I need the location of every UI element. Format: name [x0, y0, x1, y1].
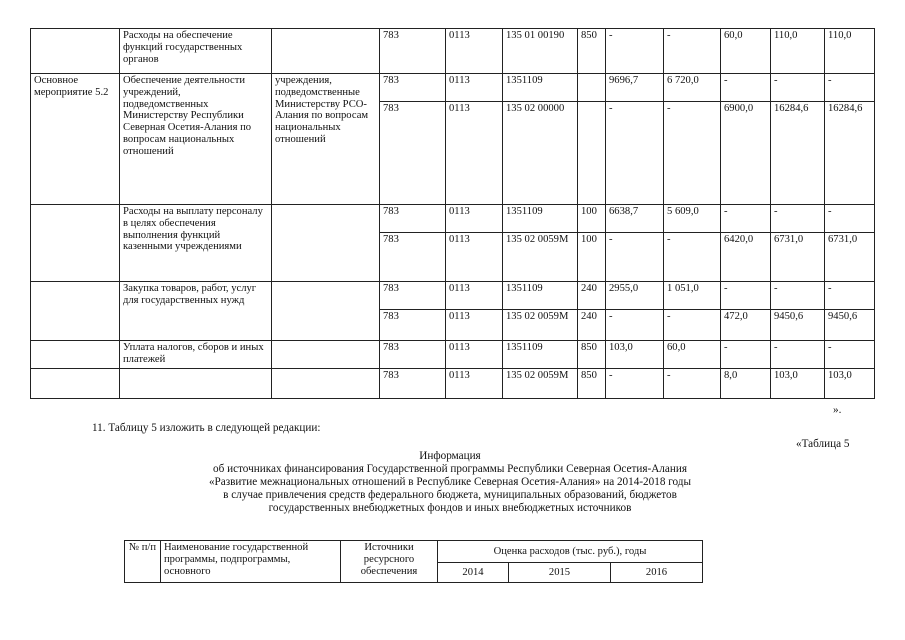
table-cell: 135 01 00190: [503, 29, 578, 74]
table-cell: [272, 29, 380, 74]
table-cell: 135 02 0059М: [503, 310, 578, 341]
info-line: «Развитие межнациональных отношений в Республике Северная Осетия-Алания» на 2014-2018 годы: [208, 476, 692, 488]
header-num: № п/п: [125, 541, 161, 583]
table-cell: -: [664, 369, 721, 399]
table-cell: 783: [380, 310, 446, 341]
table-5-reference: «Таблица 5: [796, 438, 850, 450]
table-cell: -: [825, 341, 875, 369]
table-cell: Расходы на выплату персоналу в целях обеспечения выполнения функций казенными учреждениями: [120, 205, 272, 282]
table-cell: 783: [380, 205, 446, 233]
table-cell: 850: [578, 369, 606, 399]
header-name: Наименование государственной программы, подпрограммы, основного: [161, 541, 341, 583]
table-cell: [31, 282, 120, 341]
table-cell: 783: [380, 282, 446, 310]
table-cell: 0113: [446, 310, 503, 341]
table-cell: 783: [380, 29, 446, 74]
table-cell: 6900,0: [721, 102, 771, 205]
table-cell: 6731,0: [825, 233, 875, 282]
table-cell: 60,0: [664, 341, 721, 369]
table-cell: 0113: [446, 282, 503, 310]
table-cell: 783: [380, 102, 446, 205]
table-cell: 9696,7: [606, 74, 664, 102]
table-cell: 850: [578, 29, 606, 74]
table-cell: 9450,6: [771, 310, 825, 341]
table-5: [124, 540, 703, 583]
table-row: [31, 205, 875, 233]
table-row: [31, 282, 875, 310]
year-header: 2014: [438, 563, 509, 583]
table-cell: 1351109: [503, 282, 578, 310]
table-cell: -: [825, 205, 875, 233]
table-row: [31, 369, 875, 399]
table-row: [31, 341, 875, 369]
table-cell: 9450,6: [825, 310, 875, 341]
table-cell: 783: [380, 233, 446, 282]
table-cell: -: [721, 74, 771, 102]
year-header: 2015: [509, 563, 611, 583]
table-cell: 6 720,0: [664, 74, 721, 102]
table-cell: -: [606, 310, 664, 341]
table-cell: [578, 74, 606, 102]
table-cell: Основное мероприятие 5.2: [31, 74, 120, 205]
table-row: [31, 74, 875, 102]
table-cell: -: [664, 102, 721, 205]
info-title: Информация: [419, 450, 481, 462]
table-cell: -: [721, 341, 771, 369]
info-line: государственных внебюджетных фондов и иных внебюджетных источников: [268, 502, 632, 514]
table-cell: 0113: [446, 205, 503, 233]
table-cell: 783: [380, 369, 446, 399]
table-cell: 783: [380, 341, 446, 369]
table-cell: -: [606, 233, 664, 282]
budget-table: [30, 28, 875, 399]
table-cell: -: [771, 205, 825, 233]
table-cell: -: [721, 205, 771, 233]
table-cell: -: [606, 102, 664, 205]
table-cell: -: [825, 282, 875, 310]
table-cell: -: [771, 282, 825, 310]
table-cell: 240: [578, 282, 606, 310]
table-cell: 60,0: [721, 29, 771, 74]
table-cell: 2955,0: [606, 282, 664, 310]
table-cell: -: [664, 29, 721, 74]
table-cell: 0113: [446, 233, 503, 282]
table-cell: 472,0: [721, 310, 771, 341]
table-cell: 103,0: [606, 341, 664, 369]
header-estimate: Оценка расходов (тыс. руб.), годы: [438, 541, 703, 563]
closing-quote: ».: [833, 404, 842, 416]
table-cell: 1 051,0: [664, 282, 721, 310]
table-cell: -: [771, 341, 825, 369]
info-heading: [140, 450, 760, 515]
table-cell: 110,0: [771, 29, 825, 74]
table-cell: [272, 369, 380, 399]
table-cell: 100: [578, 205, 606, 233]
table-cell: 5 609,0: [664, 205, 721, 233]
info-line: об источниках финансирования Государственной программы Республики Северная Осетия-Алания: [213, 463, 687, 475]
table-cell: 0113: [446, 341, 503, 369]
table-cell: 783: [380, 74, 446, 102]
table-cell: 0113: [446, 74, 503, 102]
table-cell: 1351109: [503, 205, 578, 233]
table-cell: 8,0: [721, 369, 771, 399]
table-cell: 16284,6: [771, 102, 825, 205]
table-cell: -: [825, 74, 875, 102]
table-cell: 110,0: [825, 29, 875, 74]
table-cell: -: [721, 282, 771, 310]
table-cell: [272, 205, 380, 282]
table-cell: 0113: [446, 102, 503, 205]
table-cell: 135 02 00000: [503, 102, 578, 205]
table-cell: -: [771, 74, 825, 102]
table-cell: 850: [578, 341, 606, 369]
table-cell: 103,0: [771, 369, 825, 399]
table-cell: Обеспечение деятельности учреждений, подведомственных Министерству Республики Северная Осетия-Алания по вопросам национальных отношений: [120, 74, 272, 205]
table-cell: [578, 102, 606, 205]
table-cell: [272, 341, 380, 369]
header-sources: Источники ресурсного обеспечения: [341, 541, 438, 583]
table-cell: Уплата налогов, сборов и иных платежей: [120, 341, 272, 369]
table-cell: [31, 205, 120, 282]
table-cell: -: [606, 369, 664, 399]
table-cell: 1351109: [503, 74, 578, 102]
table-cell: -: [606, 29, 664, 74]
table-cell: Расходы на обеспечение функций государственных органов: [120, 29, 272, 74]
year-header: 2016: [611, 563, 703, 583]
table-cell: 6420,0: [721, 233, 771, 282]
table-cell: -: [664, 310, 721, 341]
table-cell: 0113: [446, 29, 503, 74]
table-cell: 6731,0: [771, 233, 825, 282]
table-cell: 240: [578, 310, 606, 341]
table-cell: 135 02 0059М: [503, 369, 578, 399]
table-cell: [272, 282, 380, 341]
table-cell: 100: [578, 233, 606, 282]
table-cell: 6638,7: [606, 205, 664, 233]
table-cell: [31, 369, 120, 399]
paragraph-11: 11. Таблицу 5 изложить в следующей редакции:: [92, 422, 321, 434]
table-cell: [120, 369, 272, 399]
table-cell: [31, 341, 120, 369]
table-row: [31, 29, 875, 74]
table-cell: 103,0: [825, 369, 875, 399]
info-line: в случае привлечения средств федерального бюджета, муниципальных образований, бюджетов: [223, 489, 677, 501]
table-cell: 16284,6: [825, 102, 875, 205]
table-cell: Закупка товаров, работ, услуг для государственных нужд: [120, 282, 272, 341]
table-cell: [31, 29, 120, 74]
table-cell: учреждения, подведомственные Министерству РСО-Алания по вопросам национальных отношений: [272, 74, 380, 205]
table-cell: 0113: [446, 369, 503, 399]
table-cell: 135 02 0059М: [503, 233, 578, 282]
table-cell: -: [664, 233, 721, 282]
table-cell: 1351109: [503, 341, 578, 369]
